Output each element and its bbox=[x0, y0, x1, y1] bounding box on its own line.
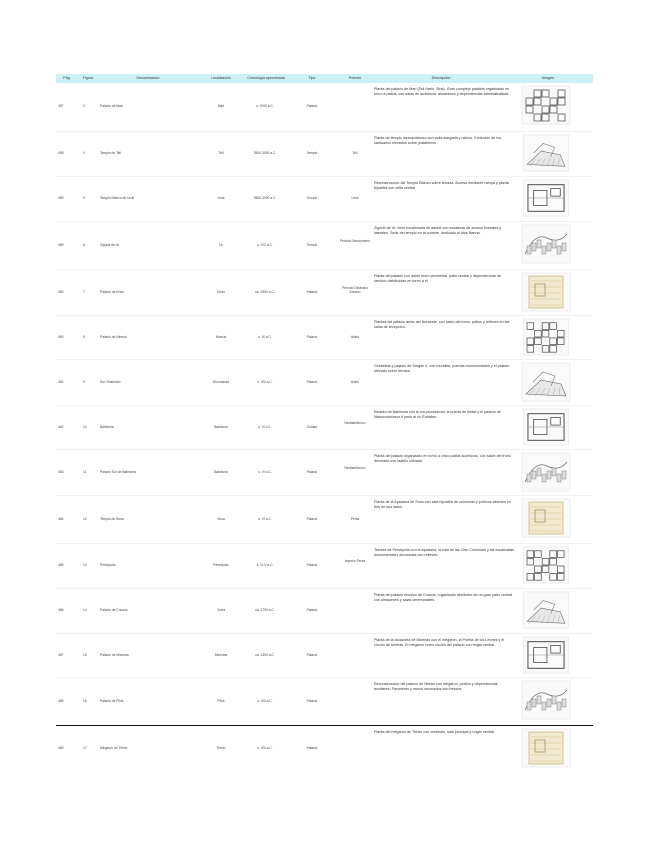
table-row bbox=[56, 132, 593, 174]
table-row bbox=[56, 634, 593, 676]
thumbnail-drawing bbox=[521, 498, 571, 538]
row-type: Templo bbox=[306, 151, 318, 155]
row-figure: 3 bbox=[83, 104, 85, 108]
row-name: Babilonia bbox=[100, 425, 114, 429]
row-date: ca. 1700 a.C. bbox=[255, 608, 275, 612]
row-description: Reconstrucción del palacio de Néstor con mégaron, pórtico y dependencias auxiliares. Pavimento y muros decorados con frescos. bbox=[374, 682, 498, 691]
row-page: 459 bbox=[58, 196, 64, 200]
row-image bbox=[521, 179, 571, 222]
row-period: Neobabilónico bbox=[344, 466, 366, 470]
row-type: Palacio bbox=[306, 699, 318, 703]
row-name: Palacio Sur de Babilonia bbox=[100, 470, 136, 474]
table-row bbox=[56, 544, 593, 586]
table-row bbox=[56, 726, 593, 770]
row-period: Periodo Dinástico Arcaico bbox=[342, 286, 368, 295]
row-description: Ciudadela y palacio de Sargón II, con murallas, puertas monumentales y el palacio elevado sobre terraza. bbox=[374, 364, 510, 373]
row-image bbox=[521, 498, 571, 543]
table-row bbox=[56, 450, 593, 494]
row-figure: 15 bbox=[83, 653, 87, 657]
row-figure: 11 bbox=[83, 470, 87, 474]
thumbnail-drawing bbox=[521, 272, 571, 312]
row-figure: 13 bbox=[83, 563, 87, 567]
row-description: Zigurat de Ur: torre escalonada de adobe con escaleras de acceso frontales y laterales. Sede del templo en la cumbre, dedicado al dios Nanna. bbox=[374, 226, 502, 235]
col-date: Cronología aproximada bbox=[247, 76, 285, 80]
row-date: s. IX a.C. bbox=[258, 335, 272, 339]
row-location: Babilonia bbox=[214, 470, 228, 474]
row-page: 463 bbox=[58, 470, 64, 474]
row-image bbox=[521, 636, 571, 679]
thumbnail-drawing bbox=[521, 680, 571, 720]
row-name: Templo de Susa bbox=[100, 517, 124, 521]
row-location: Pilos bbox=[217, 699, 225, 703]
row-name: Templo de Tell bbox=[100, 151, 122, 155]
row-page: 462 bbox=[58, 425, 64, 429]
row-period: Asirio bbox=[350, 380, 360, 384]
row-date: s. VI a.C. bbox=[258, 470, 272, 474]
row-image bbox=[521, 134, 571, 177]
row-date: 3500-3000 a.C. bbox=[253, 196, 277, 200]
row-image bbox=[521, 546, 571, 589]
col-fig: Figura bbox=[82, 76, 94, 80]
row-image bbox=[521, 408, 571, 451]
row-page: 469 bbox=[58, 746, 64, 750]
row-name: Palacio de Eridu bbox=[100, 290, 125, 294]
row-date: s. XVIII a.C. bbox=[256, 104, 274, 108]
row-description: Planta del palacio con doble muro perimetral, patio central y dependencias de servicio distribuidas en torno a él. bbox=[374, 274, 502, 283]
row-date: s. VI a.C. bbox=[258, 425, 272, 429]
row-image bbox=[521, 591, 571, 634]
row-period: Persa bbox=[350, 517, 360, 521]
row-name: Palacio de Micenas bbox=[100, 653, 129, 657]
row-type: Palacio bbox=[306, 746, 318, 750]
thumbnail-drawing bbox=[521, 636, 571, 674]
table-header bbox=[56, 74, 593, 83]
table-row bbox=[56, 406, 593, 448]
row-description: Planta de templo mesopotámico con cella alargada y nichos. Evolución de los santuarios elevados sobre plataforma. bbox=[374, 136, 502, 145]
thumbnail-drawing bbox=[521, 224, 571, 264]
row-period: Uruk bbox=[351, 196, 359, 200]
table-row bbox=[56, 222, 593, 268]
row-page: 457 bbox=[58, 104, 64, 108]
col-type: Tipo bbox=[308, 76, 316, 80]
row-description: Plantas del palacio asirio del Noroeste, con salón del trono, patios y relieves en las salas de recepción. bbox=[374, 320, 510, 329]
row-description: Planta de la ciudadela de Micenas con el mégaron, la Puerta de los Leones y el círculo de tumbas. El mégaron como núcleo del palacio con hogar central. bbox=[374, 638, 505, 647]
row-image bbox=[521, 452, 571, 497]
row-type: Templo bbox=[306, 243, 318, 247]
table-row bbox=[56, 83, 593, 129]
row-page: 458 bbox=[58, 151, 64, 155]
row-page: 459 bbox=[58, 243, 64, 247]
row-location: Tell bbox=[218, 151, 224, 155]
row-date: s. XXI a.C. bbox=[257, 243, 273, 247]
row-date: s. VIII a.C. bbox=[257, 380, 273, 384]
row-figure: 8 bbox=[83, 335, 85, 339]
thumbnail-drawing bbox=[521, 591, 571, 629]
row-type: Palacio bbox=[306, 653, 318, 657]
row-figure: 16 bbox=[83, 699, 87, 703]
row-figure: 5 bbox=[83, 196, 85, 200]
row-date: s. XIII a.C. bbox=[257, 746, 273, 750]
row-figure: 14 bbox=[83, 608, 87, 612]
row-location: Tirinto bbox=[216, 746, 226, 750]
table-row bbox=[56, 678, 593, 724]
row-period: Neobabilónico bbox=[344, 421, 366, 425]
row-type: Palacio bbox=[306, 517, 318, 521]
row-type: Ciudad bbox=[306, 425, 318, 429]
row-period: Imperio Persa bbox=[344, 559, 366, 563]
row-location: Eridu bbox=[217, 290, 225, 294]
row-name: Dur-Sharrukin bbox=[100, 380, 121, 384]
row-date: s. VI-V a.C. bbox=[256, 563, 274, 567]
row-name: Palacio de Pilos bbox=[100, 699, 124, 703]
table-row bbox=[56, 496, 593, 542]
row-image bbox=[521, 680, 571, 725]
row-figure: 9 bbox=[83, 380, 85, 384]
row-type: Palacio bbox=[306, 380, 318, 384]
row-location: Micenas bbox=[214, 653, 228, 657]
row-type: Palacio bbox=[306, 104, 318, 108]
row-type: Palacio bbox=[306, 563, 318, 567]
row-location: Khorsabad bbox=[213, 380, 229, 384]
row-page: 467 bbox=[58, 653, 64, 657]
row-figure: 6 bbox=[83, 243, 85, 247]
row-page: 460 bbox=[58, 290, 64, 294]
row-location: Nimrud bbox=[215, 335, 227, 339]
thumbnail-drawing bbox=[521, 318, 571, 356]
row-page: 465 bbox=[58, 563, 64, 567]
col-image: Imagen bbox=[542, 76, 554, 80]
row-period: Periodo Neosumerio bbox=[339, 239, 371, 243]
col-name: Denominación bbox=[136, 76, 160, 80]
row-type: Palacio bbox=[306, 470, 318, 474]
row-location: Uruk bbox=[217, 196, 225, 200]
row-image bbox=[521, 362, 571, 407]
table-row bbox=[56, 316, 593, 358]
row-description: Planta del mégaron de Tirinto con vestíbulo, sala principal y hogar central. bbox=[374, 730, 495, 734]
row-figure: 7 bbox=[83, 290, 85, 294]
row-page: 468 bbox=[58, 699, 64, 703]
thumbnail-drawing bbox=[521, 452, 571, 492]
row-type: Palacio bbox=[306, 608, 318, 612]
row-date: s. XIII a.C. bbox=[257, 699, 273, 703]
table-row bbox=[56, 270, 593, 314]
row-image bbox=[521, 728, 571, 773]
row-image bbox=[521, 85, 571, 130]
row-location: Babilonia bbox=[214, 425, 228, 429]
row-date: ca. 2500 a.C. bbox=[255, 290, 275, 294]
thumbnail-drawing bbox=[521, 134, 571, 172]
row-period: Asirio bbox=[350, 335, 360, 339]
row-name: Zigurat de Ur bbox=[100, 243, 120, 247]
row-page: 460 bbox=[58, 335, 64, 339]
thumbnail-drawing bbox=[521, 546, 571, 584]
col-loc: Localización bbox=[211, 76, 231, 80]
thumbnail-drawing bbox=[521, 408, 571, 446]
row-date: s. VI a.C. bbox=[258, 517, 272, 521]
row-figure: 10 bbox=[83, 425, 87, 429]
thumbnail-drawing bbox=[521, 728, 571, 768]
thumbnail-drawing bbox=[521, 179, 571, 217]
index-table bbox=[56, 74, 593, 750]
row-description: Terraza de Persépolis con la Apadana, la sala de las Cien Columnas y las escalinatas monumentales decoradas con relieves. bbox=[374, 548, 514, 557]
row-period: Tell bbox=[352, 151, 358, 155]
row-description: Planta de la Apadana de Susa con sala hipóstila de columnas y pórticos abiertos en tres de sus lados. bbox=[374, 500, 511, 509]
row-image bbox=[521, 272, 571, 317]
row-name: Persépolis bbox=[100, 563, 116, 567]
row-image bbox=[521, 318, 571, 361]
row-location: Ur bbox=[219, 243, 223, 247]
row-date: 3500-3000 a.C. bbox=[253, 151, 277, 155]
row-type: Palacio bbox=[306, 290, 318, 294]
row-name: Palacio de Nimrud bbox=[100, 335, 127, 339]
row-type: Palacio bbox=[306, 335, 318, 339]
row-name: Palacio de Cnosos bbox=[100, 608, 128, 612]
row-name: Mégaron de Tirinto bbox=[100, 746, 128, 750]
row-type: Templo bbox=[306, 196, 318, 200]
row-figure: 12 bbox=[83, 517, 87, 521]
row-location: Creta bbox=[216, 608, 226, 612]
col-page: Pág. bbox=[63, 76, 71, 80]
row-description: Recinto de Babilonia con la vía procesional, la puerta de Ishtar y el palacio de Nabucodonosor II junto al río Éufrates. bbox=[374, 410, 501, 419]
row-page: 464 bbox=[58, 517, 64, 521]
row-page: 461 bbox=[58, 380, 64, 384]
thumbnail-drawing bbox=[521, 85, 571, 125]
row-name: Palacio de Mari bbox=[100, 104, 123, 108]
row-date: ca. 1300 a.C. bbox=[255, 653, 275, 657]
row-name: Templo Blanco de Uruk bbox=[100, 196, 135, 200]
table-row bbox=[56, 177, 593, 219]
row-description: Planta del palacio de Mari (Tell Hariri, Siria). Gran complejo palatino organizado en torno a patios, con salas de audiencia, almacenes y dependencias administrativas. bbox=[374, 87, 510, 96]
row-image bbox=[521, 224, 571, 269]
row-location: Mari bbox=[217, 104, 225, 108]
row-description: Planta del palacio organizado en torno a cinco patios sucesivos, con salón del trono decorado con ladrillo vidriado. bbox=[374, 454, 511, 463]
table-row bbox=[56, 360, 593, 404]
thumbnail-drawing bbox=[521, 362, 571, 402]
col-period: Periodo bbox=[348, 76, 362, 80]
table-row bbox=[56, 589, 593, 631]
row-figure: 17 bbox=[83, 746, 87, 750]
row-figure: 4 bbox=[83, 151, 85, 155]
row-location: Persépolis bbox=[213, 563, 229, 567]
row-location: Susa bbox=[217, 517, 225, 521]
row-page: 466 bbox=[58, 608, 64, 612]
row-description: Reconstrucción del Templo Blanco sobre terraza. Acceso mediante rampa y planta tripartita con cella central. bbox=[374, 181, 509, 190]
row-description: Planta del palacio minoico de Cnosos, organizado alrededor de un gran patio central con almacenes y salas ceremoniales. bbox=[374, 593, 513, 602]
col-desc: Descripción bbox=[431, 76, 451, 80]
